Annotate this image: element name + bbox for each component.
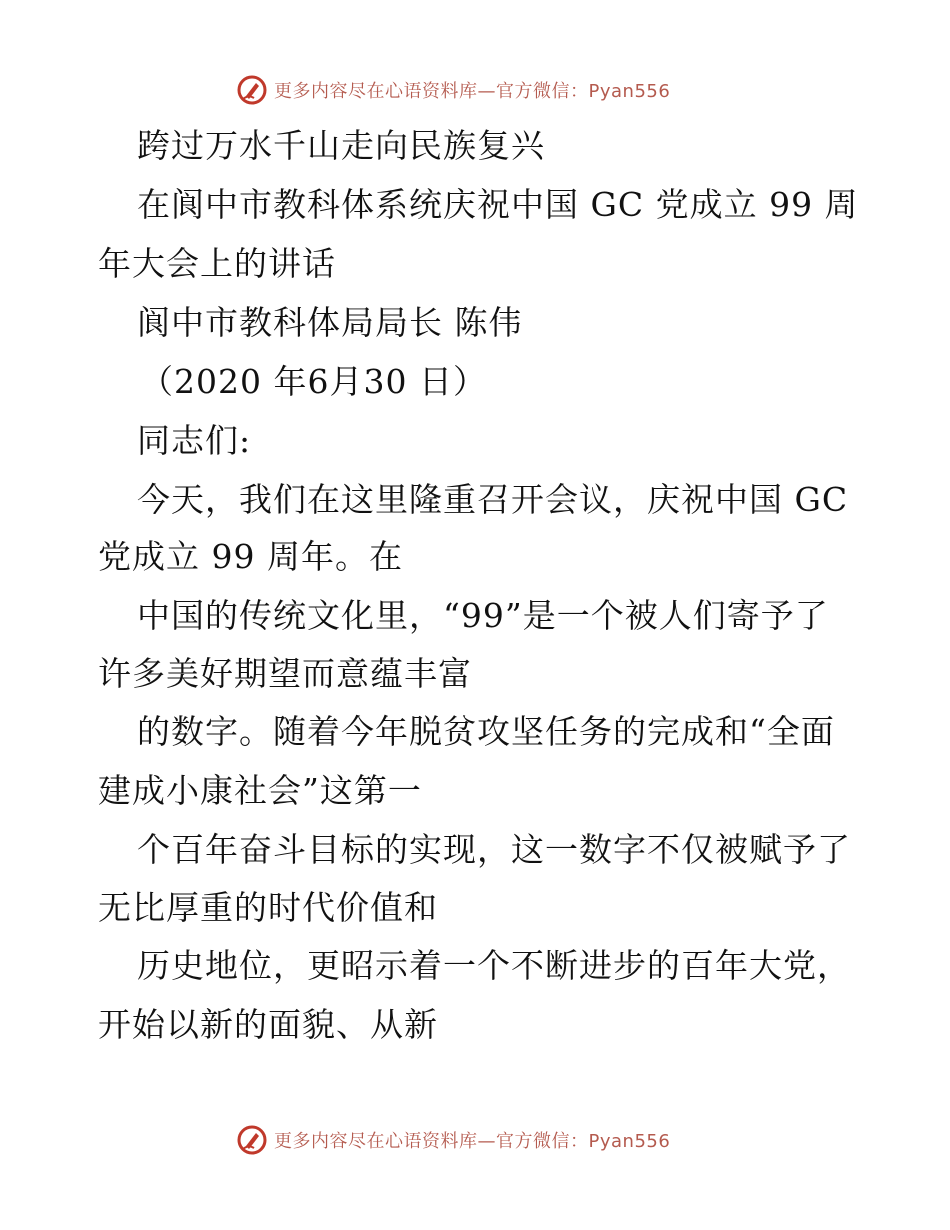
paragraph-line: 中国的传统文化里，“99”是一个被人们寄予了 bbox=[137, 596, 829, 635]
document-title: 跨过万水千山走向民族复兴 bbox=[137, 126, 545, 165]
pen-logo-icon bbox=[236, 74, 268, 106]
paragraph-line: 建成小康社会”这第一 bbox=[98, 771, 422, 810]
paragraph-line: 今天，我们在这里隆重召开会议，庆祝中国 GC bbox=[137, 480, 849, 519]
subtitle-line-1: 在阆中市教科体系统庆祝中国 GC 党成立 99 周 bbox=[137, 185, 859, 224]
header-watermark bbox=[236, 73, 670, 107]
pen-logo-icon bbox=[236, 1124, 268, 1156]
subtitle-line-2: 年大会上的讲话 bbox=[98, 244, 336, 283]
paragraph-line: 党成立 99 周年。在 bbox=[98, 537, 403, 576]
salutation: 同志们: bbox=[137, 421, 252, 460]
date-line: （2020 年6月30 日） bbox=[140, 362, 487, 401]
watermark-text: 更多内容尽在心语资料库—官方微信：Pyan556 bbox=[274, 81, 671, 102]
footer-watermark bbox=[236, 1123, 670, 1157]
paragraph-line: 许多美好期望而意蕴丰富 bbox=[98, 654, 472, 693]
watermark-text: 更多内容尽在心语资料库—官方微信：Pyan556 bbox=[274, 1131, 671, 1152]
speaker-line: 阆中市教科体局局长 陈伟 bbox=[137, 303, 523, 342]
paragraph-line: 无比厚重的时代价值和 bbox=[98, 888, 438, 927]
paragraph-line: 历史地位，更昭示着一个不断进步的百年大党， bbox=[137, 946, 851, 985]
paragraph-line: 的数字。随着今年脱贫攻坚任务的完成和“全面 bbox=[137, 712, 835, 751]
paragraph-line: 个百年奋斗目标的实现，这一数字不仅被赋予了 bbox=[137, 830, 851, 869]
paragraph-line: 开始以新的面貌、从新 bbox=[98, 1005, 438, 1044]
